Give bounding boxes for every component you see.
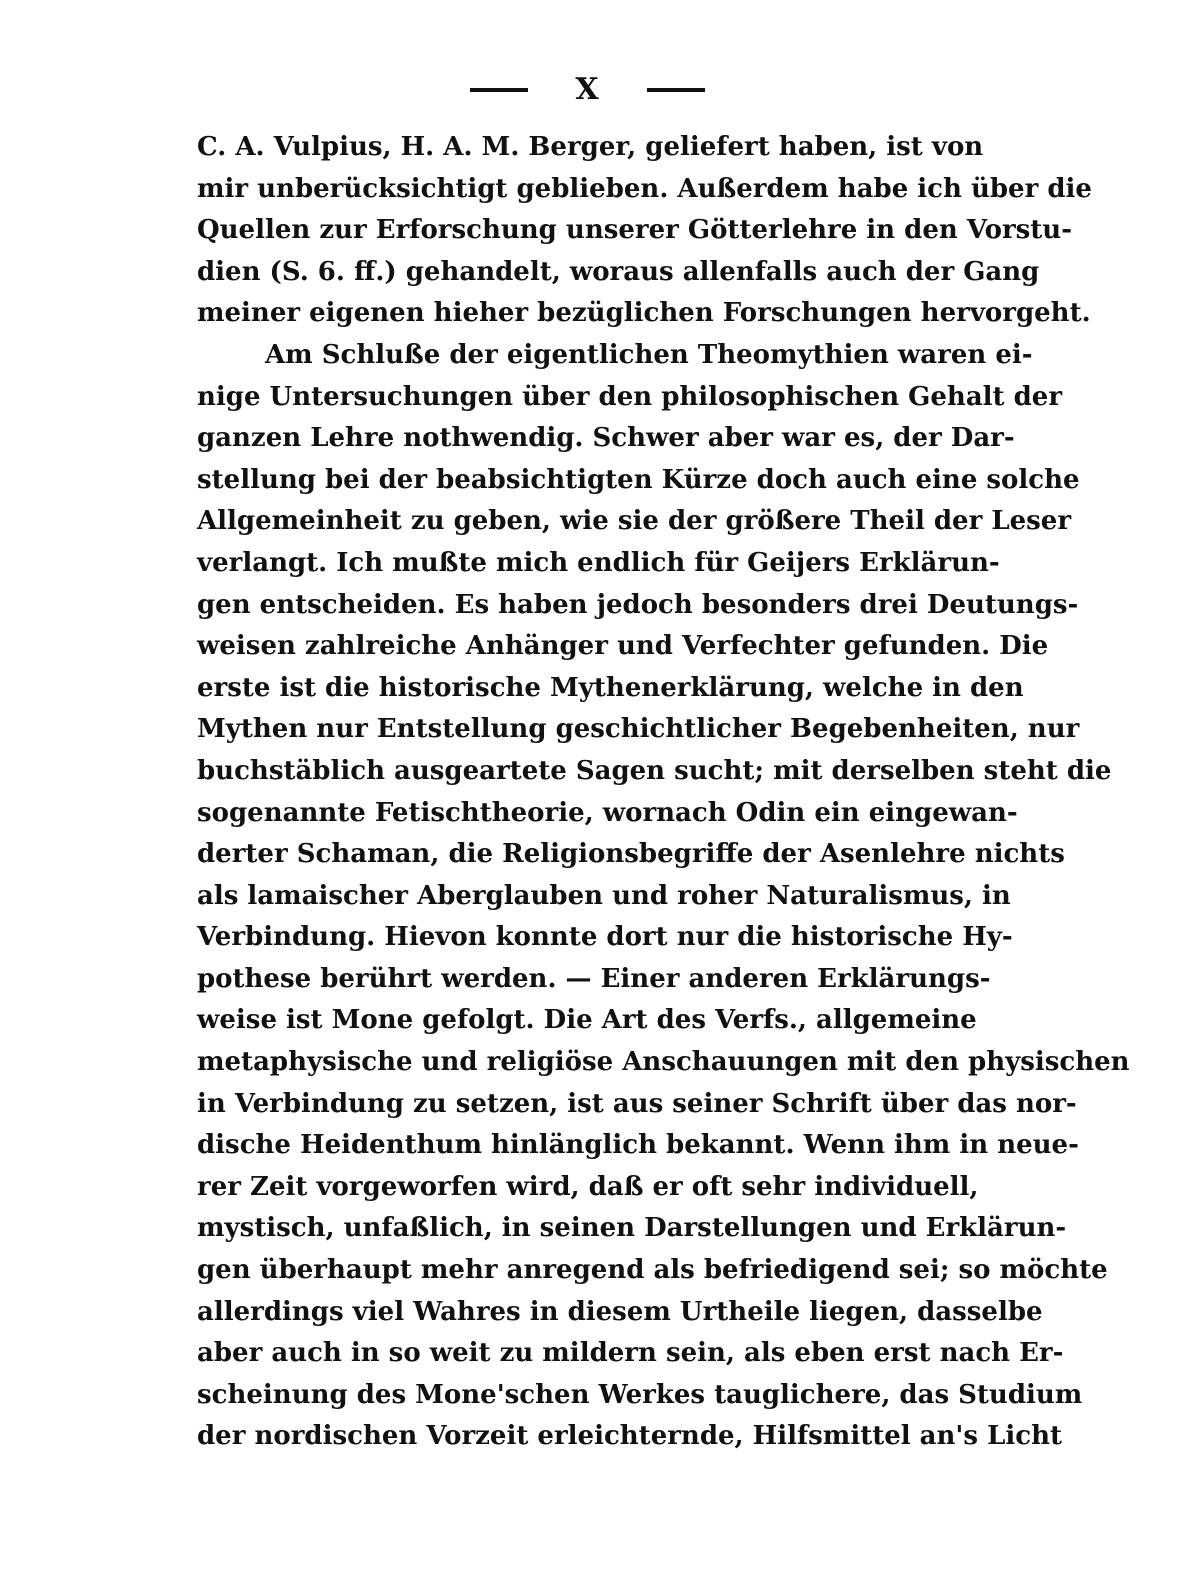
text-line: nige Untersuchungen über den philosophischen Gehalt der — [197, 381, 1063, 412]
text-line: aber auch in so weit zu mildern sein, als eben erst nach Er- — [197, 1338, 1064, 1369]
text-line: C. A. Vulpius, H. A. M. Berger, geliefert haben, ist von — [197, 132, 984, 162]
paragraph-start-line: Am Schluße der eigentlichen Theomythien waren ei- — [265, 339, 1033, 370]
text-line: ganzen Lehre nothwendig. Schwer aber war es, der Dar- — [197, 423, 1015, 454]
text-line: Mythen nur Entstellung geschichtlicher Begebenheiten, nur — [197, 714, 1080, 745]
text-line: derter Schaman, die Religionsbegriffe der Asenlehre nichts — [197, 839, 1065, 870]
text-line: dien (S. 6. ff.) gehandelt, woraus allenfalls auch der Gang — [197, 256, 1040, 287]
text-line: in Verbindung zu setzen, ist aus seiner Schrift über das nor- — [197, 1088, 1077, 1119]
text-line: mystisch, unfaßlich, in seinen Darstellungen und Erklärun- — [197, 1213, 1067, 1244]
text-line: pothese berührt werden. — Einer anderen Erklärungs- — [197, 963, 991, 994]
text-line: weise ist Mone gefolgt. Die Art des Verfs., allgemeine — [197, 1005, 977, 1036]
text-line: stellung bei der beabsichtigten Kürze doch auch eine solche — [197, 464, 1080, 495]
page-header — [470, 70, 705, 110]
text-line: meiner eigenen hieher bezüglichen Forschungen hervorgeht. — [197, 298, 1091, 329]
text-line: mir unberücksichtigt geblieben. Außerdem habe ich über die — [197, 173, 1092, 204]
text-line: als lamaischer Aberglauben und roher Naturalismus, in — [197, 880, 1011, 911]
body-text — [197, 127, 1130, 1458]
text-line: erste ist die historische Mythenerklärung, welche in den — [197, 672, 1024, 703]
text-line: rer Zeit vorgeworfen wird, daß er oft sehr individuell, — [197, 1171, 979, 1202]
page-number: X — [575, 72, 600, 107]
text-line: weisen zahlreiche Anhänger und Verfechter gefunden. Die — [197, 631, 1049, 662]
header-rule-left — [470, 88, 528, 92]
text-line: sogenannte Fetischtheorie, wornach Odin ein eingewan- — [197, 797, 1018, 828]
text-line: allerdings viel Wahres in diesem Urtheile liegen, dasselbe — [197, 1296, 1043, 1327]
text-line: verlangt. Ich mußte mich endlich für Geijers Erklärun- — [197, 547, 1000, 578]
header-rule-right — [647, 88, 705, 92]
text-line: gen entscheiden. Es haben jedoch besonders drei Deutungs- — [197, 589, 1079, 620]
text-line: Verbindung. Hievon konnte dort nur die historische Hy- — [197, 922, 1013, 953]
text-line: buchstäblich ausgeartete Sagen sucht; mit derselben steht die — [197, 755, 1112, 786]
text-line: metaphysische und religiöse Anschauungen mit den physischen — [197, 1047, 1130, 1078]
text-line: Quellen zur Erforschung unserer Götterlehre in den Vorstu- — [197, 215, 1072, 246]
text-line: scheinung des Mone'schen Werkes tauglichere, das Studium — [197, 1379, 1083, 1410]
text-line: gen überhaupt mehr anregend als befriedigend sei; so möchte — [197, 1255, 1108, 1286]
text-line: Allgemeinheit zu geben, wie sie der größere Theil der Leser — [197, 506, 1072, 537]
text-line: dische Heidenthum hinlänglich bekannt. Wenn ihm in neue- — [197, 1130, 1079, 1161]
text-line: der nordischen Vorzeit erleichternde, Hilfsmittel an's Licht — [197, 1421, 1062, 1452]
